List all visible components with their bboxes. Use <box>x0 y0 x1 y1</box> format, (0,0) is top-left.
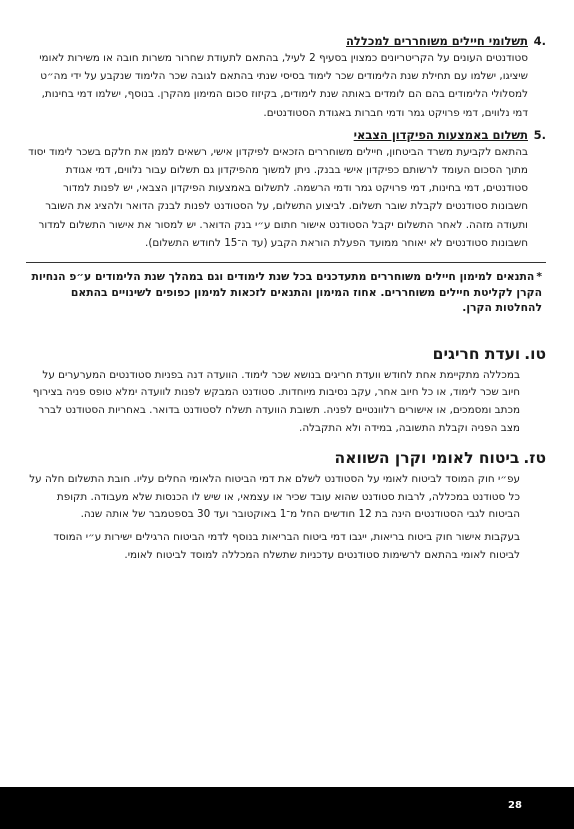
section-national-insurance <box>26 448 546 565</box>
section-number: .4 <box>533 34 546 48</box>
section-heading <box>26 34 546 49</box>
divider <box>26 262 546 263</box>
note-asterisk: * <box>536 270 542 284</box>
paragraph: בהתאם לקביעת משרד הביטחון, חיילים משוחררים הזכאים לפיקדון אישי, רשאים לממן את חלקם בשכר לימוד יסוד מתוך הסכום העומד לרשותם כפיקדון אישי בבנק. ניתן למשוך מהפיקדון גם תשלום עבור נלווים, דמי אגודת סטודנטים, דמי בחינות, דמי פרויקט גמר ודמי הרשמה. לתשלום באמצעות הפיקדון הצבאי, יש לפנות למדור חשבונות סטודנטים לקבלת שובר תשלום. לביצוע התשלום, על הסטודנט לפנות לבנק הדואר ולהציג את השובר ותעודה מזהה. לאחר התשלום יקבל הסטודנט אישור חתום ע״י בנק הדואר. יש למסור את אישור התשלום למדור חשבונות סטודנטים לא יאוחר ממועד הפעלת הוראת הקבע (עד ה־15 לחודש התשלום). <box>28 145 528 249</box>
section-title: תשלום באמצעות הפיקדון הצבאי <box>353 127 528 142</box>
section-title: תשלומי חיילים משוחררים למכללה <box>346 34 528 48</box>
page-footer <box>0 787 574 829</box>
section-4 <box>26 34 546 122</box>
page-number: 28 <box>508 800 522 811</box>
section-heading <box>26 344 546 364</box>
section-letter: טו. <box>524 344 546 363</box>
section-heading <box>26 448 546 468</box>
section-title: ביטוח לאומי וקרן השוואה <box>334 448 520 467</box>
section-body <box>26 367 520 438</box>
paragraph: במכללה מתקיימת אחת לחודש וועדת חריגים בנושא שכר לימוד. הוועדה דנה בפניות סטודנטים המערערים על חיוב שכר לימוד, או כל חיוב אחר, עקב נסיבות מיוחדות. סטודנט המבקש לפנות לוועדה ימלא טופס פניה בצירוף מכתב ומסמכים, או אישורים רלוונטיים לפניה. תשובת הוועדה תשלח לסטודנט בדואר. באחריות הסטודנט לברר מצב הפניה וקבלת התשובה, במידה ולא התקבלה. <box>32 368 520 434</box>
section-body <box>26 471 520 565</box>
note-text: התנאים למימון חיילים משוחררים מתעדכנים בכל שנת לימודים וגם במהלך שנת הלימודים ע״פ הנחיות הקרן לקליטת חיילים משוחררים. אחוז המימון והתנאים לזכאות למימון כפופים לשינויים בהתאם להחלטות הקרן. <box>31 270 542 315</box>
section-body <box>26 143 528 252</box>
section-heading <box>26 128 546 143</box>
section-number: .5 <box>533 127 546 142</box>
paragraph: עפ״י חוק המוסד לביטוח לאומי על הסטודנט לשלם את דמי הביטוח הלאומי החלים עליו. חובת התשלום חלה על כל סטודנט במכללה, לרבות סטודנט שהוא עובד שכיר או עצמאי, או שיש לו הכנסות שלא מעבודה. תקופת הביטוח לגבי הסטודנטים הינה בת 12 חודשים החל מ־1 באוקטובר ועד 30 בספטמבר של אותה שנה. <box>29 472 520 521</box>
paragraph: סטודנטים העונים על הקריטריונים כמצוין בסעיף 2 לעיל, בהתאם לתעודת שחרור משרות חובה או משירות לאומי שיציגו, ישלמו עם תחילת שנת הלימודים שכר לימוד בסיסי שנתי בהתאם לגובה שכר הלימוד שנקבע על ידי מה״ט למסלולי הלימודים בהם הם לומדים באותה שנת לימודים, בקיזוז סכום המימון מהקרן. בנוסף, ישלמו דמי בחינות, דמי נלווים, דמי פרויקט גמר ודמי חברות באגודת הסטודנטים. <box>39 52 528 119</box>
page-content <box>26 34 546 565</box>
section-5 <box>26 128 546 252</box>
paragraph: בעקבות אישור חוק ביטוח בריאות, ייגבו דמי ביטוח הבריאות בנוסף לדמי הביטוח הרגילים ישירות ע״י המוסד לביטוח לאומי בהתאם לרשימות סטודנטים עדכניות שתשלח המכללה למוסד לביטוח לאומי. <box>53 531 520 561</box>
section-title: ועדת חריגים <box>432 344 521 363</box>
section-body <box>26 49 528 122</box>
section-letter: טז. <box>523 448 546 467</box>
funding-note <box>26 269 546 316</box>
section-exceptions-committee <box>26 344 546 438</box>
